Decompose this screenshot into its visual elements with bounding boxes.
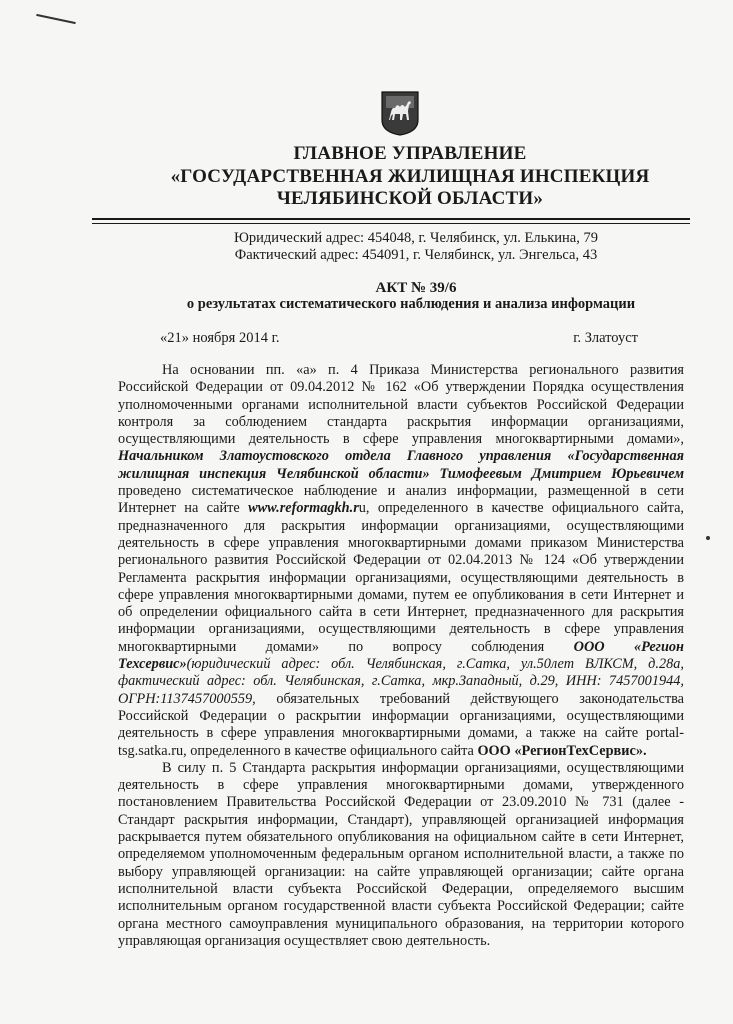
p1-text: проведено систематическое наблюдение и анализ информации, размещенной в сети Интернет на сайте <box>118 483 684 517</box>
org-title-line-1: ГЛАВНОЕ УПРАВЛЕНИЕ <box>293 143 527 164</box>
p1-inspector: Начальником Златоустовского отдела Главного управления «Государственная жилищная инспекция Челябинской области» Тимофеевым Дмитрием Юрьевичем <box>118 448 684 482</box>
act-subtitle: о результатах систематического наблюдения и анализа информации <box>186 296 636 312</box>
p1-website: www.reformagkh.r <box>248 500 359 517</box>
p1-text-3: обязательных требований действующего законодательства Российской Федерации о раскрытии информации организациями, осуществляющими деятельность в сфере управления многоквартирными домами, а также на сайте portal-tsg.satka.ru, определенного в качестве официального сайта <box>118 690 684 759</box>
scan-mark <box>36 14 76 24</box>
header-divider-thin <box>92 223 690 224</box>
act-city: г. Златоуст <box>573 330 638 346</box>
legal-address: Юридический адрес: 454048, г. Челябинск, ул. Елькина, 79 <box>234 230 598 246</box>
p1-company-2: ООО «РегионТехСервис». <box>477 742 647 759</box>
p1-text-2: u, определенного в качестве официального сайта, предназначенного для раскрытия информации организациями, осуществляющими деятельность в сфере управления многоквартирными домами приказом Министерства регионального развития Российской Федерации от 02.04.2013 № 124 «Об утверждении Регламента раскрытия информации организациями, осуществляющими деятельность в сфере управления многоквартирными домами, путем ее опубликования в сети Интернет и об определении официального сайта в сети Интернет, предназначенного для раскрытия информации организациями, осуществляющими деятельность в сфере управления многоквартирными домами» по вопросу соблюдения <box>118 500 684 655</box>
paragraph-1 <box>118 362 684 760</box>
header-divider-thick <box>92 218 690 220</box>
org-title-line-2: «ГОСУДАРСТВЕННАЯ ЖИЛИЩНАЯ ИНСПЕКЦИЯ <box>170 166 650 187</box>
org-title-line-3: ЧЕЛЯБИНСКОЙ ОБЛАСТИ» <box>276 188 544 209</box>
chelyabinsk-camel-emblem-icon <box>380 90 420 136</box>
act-date: «21» ноября 2014 г. <box>160 330 280 346</box>
act-body <box>118 362 684 950</box>
paragraph-2: В силу п. 5 Стандарта раскрытия информации организациями, осуществляющими деятельность в сфере управления многоквартирными домами, утвержденного постановлением Правительства Российской Федерации от 23.09.2010 № 731 (далее - Стандарт раскрытия информации, Стандарт), управляющей организацией информация раскрывается путем обязательного опубликования на официальном сайте в сети Интернет, определяемом уполномоченным федеральным органом исполнительной власти, а также по выбору управляющей организации: на сайте управляющей организации; сайте органа исполнительной власти субъекта Российской Федерации, определяемого высшим исполнительным органом государственной власти субъекта Российской Федерации; сайте органа местного самоуправления муниципального образования, на территории которого управляющая организация осуществляет свою деятельность. <box>118 759 684 949</box>
actual-address: Фактический адрес: 454091, г. Челябинск, ул. Энгельса, 43 <box>234 247 598 263</box>
scan-dot <box>706 536 710 540</box>
p1-company: ООО «Регион Техсервис» <box>118 638 684 673</box>
act-title: АКТ № 39/6 <box>375 280 457 296</box>
p1-company-details: (юридический адрес: обл. Челябинская, г.Сатка, ул.50лет ВЛКСМ, д.28а, фактический адрес: обл. Челябинская, г.Сатка, мкр.Западный, д.29, ИНН: 7457001944, ОГРН:1137457000559, <box>118 656 684 707</box>
p1-intro: На основании пп. «а» п. 4 Приказа Министерства регионального развития Российской Федерации от 09.04.2012 № 162 «Об утверждении Порядка осуществления уполномоченными органами исполнительной власти субъектов Российской Федерации контроля за соблюдением стандарта раскрытия информации организациями, осуществляющими деятельность в сфере управления многоквартирными домами», <box>118 362 684 448</box>
